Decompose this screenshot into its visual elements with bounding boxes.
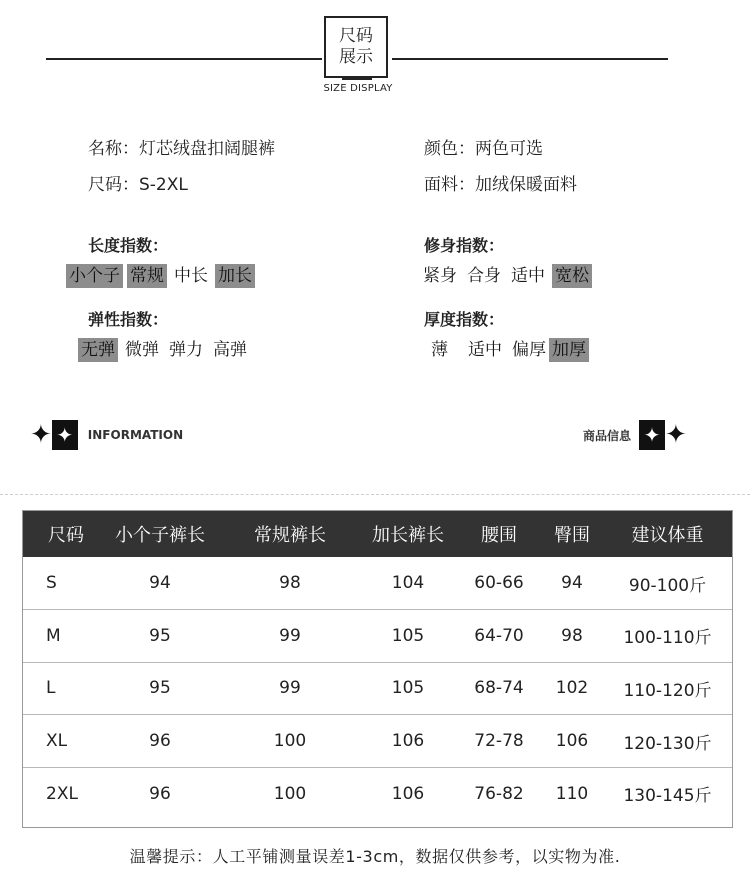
cell-size: 2XL <box>46 783 78 804</box>
elasticity-index-options <box>78 338 250 362</box>
section-divider <box>0 494 750 495</box>
cell-petite-length: 96 <box>149 783 171 804</box>
product-fabric: 面料：加绒保暖面料 <box>424 175 577 195</box>
cell-hip: 94 <box>542 557 602 610</box>
header-rule-left <box>46 58 322 60</box>
information-label: INFORMATION <box>87 428 184 442</box>
cell-regular-length: 99 <box>220 610 360 663</box>
thickness-index-title: 厚度指数： <box>424 310 505 329</box>
cell-long-length: 105 <box>360 662 456 715</box>
product-size: 尺码：S-2XL <box>88 175 188 195</box>
header-rule-right <box>392 58 668 60</box>
cell-weight: 130-145斤 <box>623 786 712 807</box>
header-waist: 腰围 <box>456 510 542 557</box>
footnote: 温馨提示：人工平铺测量误差1-3cm，数据仅供参考，以实物为准. <box>129 847 621 866</box>
elasticity-option-1: 微弹 <box>125 340 159 360</box>
title-underbar <box>342 76 372 80</box>
cell-weight: 90-100斤 <box>602 557 733 610</box>
elasticity-index-title: 弹性指数： <box>88 310 169 329</box>
cell-weight: 120-130斤 <box>602 715 733 768</box>
length-option-2: 中长 <box>174 266 208 286</box>
cell-long-length: 106 <box>360 715 456 768</box>
length-index-title: 长度指数： <box>88 236 169 255</box>
cell-hip: 98 <box>542 610 602 663</box>
four-point-star-icon: ✦ <box>30 420 52 450</box>
cell-hip: 106 <box>542 715 602 768</box>
thickness-option-2: 偏厚 <box>512 340 546 360</box>
cell-regular-length: 99 <box>220 662 360 715</box>
cell-long-length: 106 <box>391 783 425 804</box>
cell-waist: 72-78 <box>456 715 542 768</box>
thickness-index-options <box>428 338 589 362</box>
fit-option-0: 紧身 <box>423 266 457 286</box>
length-option-1: 常规 <box>127 264 167 288</box>
cell-size: S <box>22 557 100 610</box>
page-subtitle: SIZE DISPLAY <box>323 83 393 94</box>
length-option-0: 小个子 <box>66 264 123 288</box>
four-point-star-icon: ✦ <box>665 420 687 450</box>
cell-petite-length: 95 <box>100 610 220 663</box>
elasticity-option-0: 无弹 <box>78 338 118 362</box>
cell-petite-length: 95 <box>100 662 220 715</box>
cell-hip: 110 <box>555 783 589 804</box>
thickness-option-0: 薄 <box>431 340 448 360</box>
cell-waist: 76-82 <box>474 783 524 804</box>
cell-size: L <box>22 662 100 715</box>
page-title <box>324 16 388 78</box>
cell-regular-length: 100 <box>273 783 307 804</box>
cell-waist: 60-66 <box>456 557 542 610</box>
product-color: 颜色：两色可选 <box>424 139 543 159</box>
header-petite-length: 小个子裤长 <box>100 510 220 557</box>
four-point-star-box-icon: ✦ <box>639 420 665 450</box>
thickness-option-1: 适中 <box>468 340 502 360</box>
information-tag <box>30 420 183 450</box>
header-weight: 建议体重 <box>602 510 733 557</box>
cell-petite-length: 96 <box>100 715 220 768</box>
fit-option-2: 适中 <box>511 266 545 286</box>
cell-size: XL <box>22 715 100 768</box>
cell-petite-length: 94 <box>100 557 220 610</box>
cell-long-length: 104 <box>360 557 456 610</box>
header-long-length: 加长裤长 <box>360 510 456 557</box>
cell-waist: 68-74 <box>456 662 542 715</box>
product-name: 名称：灯芯绒盘扣阔腿裤 <box>88 139 275 159</box>
product-info-tag <box>583 420 687 450</box>
fit-index-title: 修身指数： <box>424 236 505 255</box>
elasticity-option-3: 高弹 <box>213 340 247 360</box>
product-info-label: 商品信息 <box>583 428 632 443</box>
cell-hip: 102 <box>542 662 602 715</box>
fit-index-options <box>420 264 592 288</box>
header-regular-length: 常规裤长 <box>220 510 360 557</box>
cell-regular-length: 100 <box>220 715 360 768</box>
table-frame <box>22 510 733 828</box>
fit-option-3: 宽松 <box>552 264 592 288</box>
page-title-line1: 尺码 <box>339 26 373 46</box>
cell-waist: 64-70 <box>456 610 542 663</box>
cell-regular-length: 98 <box>220 557 360 610</box>
length-option-3: 加长 <box>215 264 255 288</box>
cell-weight: 110-120斤 <box>602 662 733 715</box>
cell-size: M <box>22 610 100 663</box>
four-point-star-box-icon: ✦ <box>52 420 78 450</box>
cell-weight: 100-110斤 <box>602 610 733 663</box>
thickness-option-3: 加厚 <box>549 338 589 362</box>
length-index-options <box>66 264 255 288</box>
cell-long-length: 105 <box>360 610 456 663</box>
elasticity-option-2: 弹力 <box>169 340 203 360</box>
page-title-line2: 展示 <box>339 47 373 67</box>
header-size: 尺码 <box>22 510 100 557</box>
header-hip: 臀围 <box>542 510 602 557</box>
fit-option-1: 合身 <box>467 266 501 286</box>
